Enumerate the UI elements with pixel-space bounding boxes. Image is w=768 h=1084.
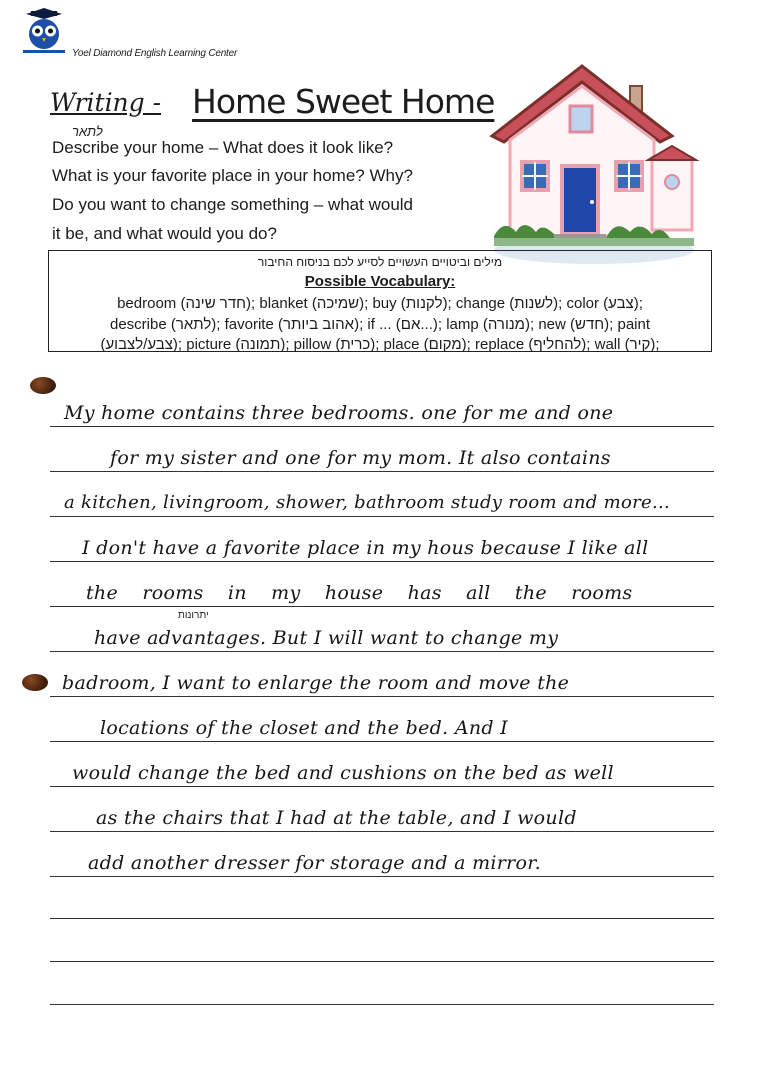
ruled-line bbox=[50, 606, 714, 607]
page-title: Home Sweet Home bbox=[192, 82, 495, 121]
handwritten-line: the rooms in my house has all the rooms bbox=[86, 582, 633, 604]
ruled-line bbox=[50, 918, 714, 919]
owl-logo-icon bbox=[22, 8, 66, 54]
house-illustration-icon bbox=[482, 58, 706, 268]
ruled-line bbox=[50, 696, 714, 697]
ruled-line bbox=[50, 561, 714, 562]
section-label: Writing - bbox=[50, 88, 162, 117]
handwritten-line: I don't have a favorite place in my hous because I like all bbox=[82, 537, 649, 559]
hebrew-hint: לתאר bbox=[72, 124, 103, 139]
handwritten-line: add another dresser for storage and a mirror. bbox=[88, 852, 541, 874]
vocabulary-hebrew-heading: מילים וביטויים העשויים לסייע לכם בניסוח החיבור bbox=[257, 255, 503, 269]
ruled-line bbox=[50, 516, 714, 517]
handwritten-line: have advantages. But I will want to change my bbox=[94, 627, 559, 649]
handwritten-line: as the chairs that I had at the table, and I would bbox=[96, 807, 577, 829]
handwritten-line: for my sister and one for my mom. It also contains bbox=[110, 447, 611, 469]
handwritten-line: badroom, I want to enlarge the room and move the bbox=[62, 672, 570, 694]
ruled-line bbox=[50, 786, 714, 787]
vocabulary-box bbox=[48, 250, 712, 352]
handwritten-line: a kitchen, livingroom, shower, bathroom study room and more... bbox=[64, 492, 671, 513]
vocabulary-title: Possible Vocabulary: bbox=[304, 273, 456, 290]
ruled-line bbox=[50, 961, 714, 962]
handwritten-line: My home contains three bedrooms. one for me and one bbox=[64, 402, 614, 424]
prompt-line: Do you want to change something – what would bbox=[52, 195, 414, 214]
ruled-line bbox=[50, 741, 714, 742]
vocabulary-line: bedroom (חדר שינה); blanket (שמיכה); buy (לקנות); change (לשנות); color (צבע); bbox=[117, 295, 643, 312]
ruled-line bbox=[50, 1004, 714, 1005]
vocabulary-line: (צבע/לצבוע); picture (תמונה); pillow (כרית); place (מקום); replace (להחליף); wall (קיר); bbox=[100, 336, 660, 353]
ruled-line bbox=[50, 426, 714, 427]
ruled-line bbox=[50, 651, 714, 652]
binder-hole-icon bbox=[22, 674, 48, 691]
prompt-line: it be, and what would you do? bbox=[52, 224, 277, 243]
ruled-line bbox=[50, 831, 714, 832]
ruled-line bbox=[50, 876, 714, 877]
hebrew-annotation: יתרונות bbox=[178, 610, 209, 621]
ruled-line bbox=[50, 471, 714, 472]
handwritten-line: locations of the closet and the bed. And I bbox=[100, 717, 508, 739]
prompt-line: What is your favorite place in your home? Why? bbox=[52, 166, 413, 185]
binder-hole-icon bbox=[30, 377, 56, 394]
prompt-line: Describe your home – What does it look like? bbox=[52, 138, 394, 157]
vocabulary-line: describe (לתאר); favorite (אהוב ביותר); if ... (אם...); lamp (מנורה); new (חדש); paint bbox=[109, 316, 651, 333]
handwritten-line: would change the bed and cushions on the bed as well bbox=[72, 762, 614, 784]
learning-center-name: Yoel Diamond English Learning Center bbox=[72, 48, 238, 59]
